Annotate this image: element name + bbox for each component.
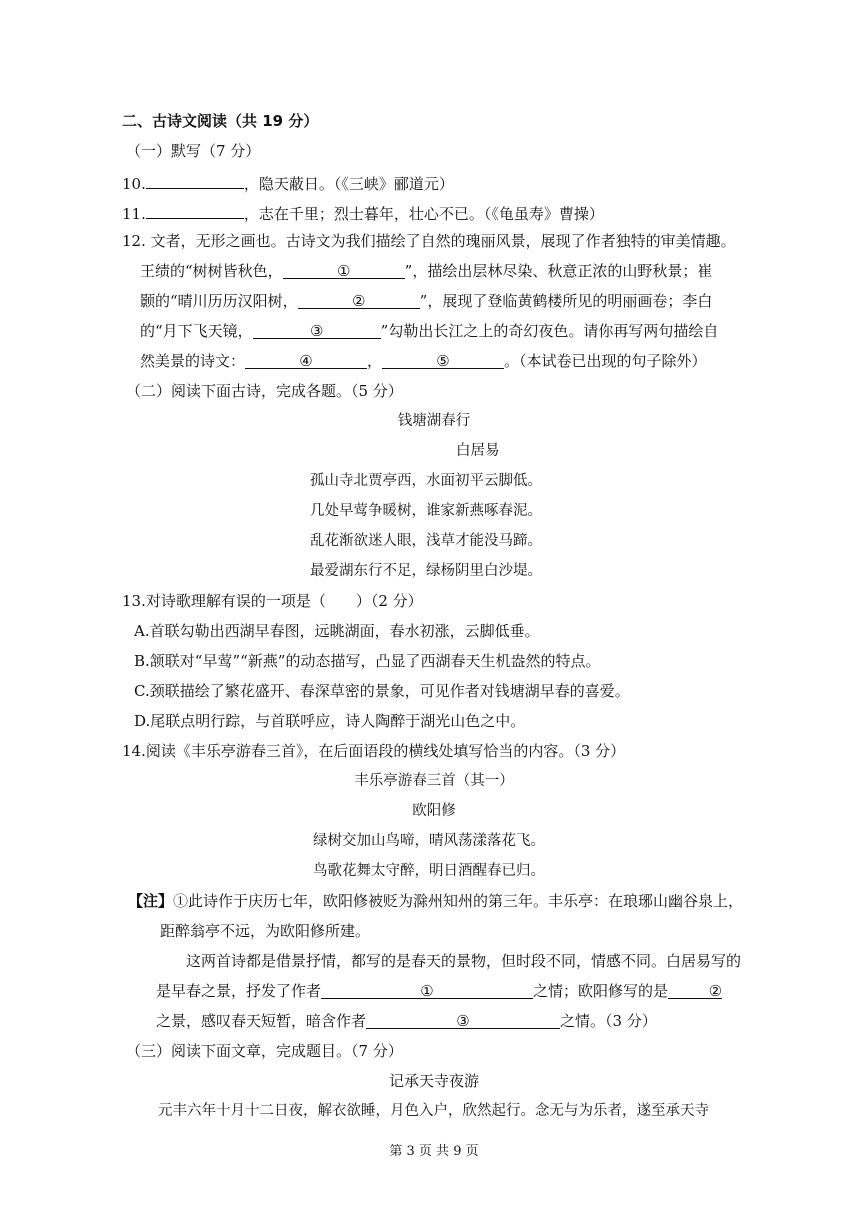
text-segment: ”勾勒出长江之上的奇幻夜色。请你再写两句描绘自 — [380, 322, 719, 340]
poem-title: 钱塘湖春行 — [397, 413, 471, 429]
poem2-author: 欧阳修 — [412, 803, 456, 819]
part1-heading: （一）默写（7 分） — [126, 142, 261, 160]
part3-heading: （三）阅读下面文章，完成题目。（7 分） — [126, 1042, 403, 1060]
text-segment: 是早春之景，抒发了作者 — [156, 982, 322, 1000]
poem-line: 最爱湖东行不足，绿杨阴里白沙堤。 — [310, 563, 542, 579]
question-10 — [122, 171, 454, 194]
text-segment: 之情；欧阳修写的是 — [533, 982, 669, 1000]
part2-heading: （二）阅读下面古诗，完成各题。（5 分） — [126, 382, 403, 400]
poem2-line: 绿树交加山鸟啼，晴风荡漾落花飞。 — [313, 833, 545, 849]
option-c[interactable]: C.颈联描绘了繁花盛开、春深草密的景象，可见作者对钱塘湖早春的喜爱。 — [134, 682, 630, 700]
answer-blank[interactable] — [146, 201, 244, 219]
text-segment: 的“月下飞天镜， — [140, 322, 253, 340]
note-line-1 — [128, 891, 743, 911]
answer-blank-5[interactable]: ⑤ — [382, 351, 504, 369]
answer-blank-2[interactable]: ② — [668, 981, 722, 999]
text-segment: 。（本试卷已出现的句子除外） — [504, 352, 707, 370]
poem-author: 白居易 — [456, 443, 500, 459]
question-12-line-5 — [140, 351, 707, 371]
answer-blank-3[interactable]: ③ — [366, 1011, 560, 1029]
answer-blank-4[interactable]: ④ — [245, 351, 367, 369]
text-segment: 王绩的“树树皆秋色， — [140, 262, 283, 280]
question-12-line-4 — [140, 321, 718, 341]
question-12-line-2 — [140, 261, 712, 281]
paragraph-line-1: 这两首诗都是借景抒情，都写的是春天的景物，但时段不同，情感不同。白居易写的 — [186, 952, 742, 970]
poem2-line: 鸟歌花舞太守醉，明日酒醒春已归。 — [313, 863, 545, 879]
question-number: 11. — [122, 205, 146, 223]
note-text: ①此诗作于庆历七年，欧阳修被贬为滁州知州的第三年。丰乐亭：在琅琊山幽谷泉上， — [173, 892, 744, 910]
poem-line: 乱花渐欲迷人眼，浅草才能没马蹄。 — [310, 533, 542, 549]
note-line-2: 距醉翁亭不远，为欧阳修所建。 — [160, 922, 371, 940]
answer-blank-2[interactable]: ② — [298, 291, 420, 309]
option-d[interactable]: D.尾联点明行踪，与首联呼应，诗人陶醉于湖光山色之中。 — [134, 712, 526, 730]
question-14: 14.阅读《丰乐亭游春三首》，在后面语段的横线处填写恰当的内容。（3 分） — [122, 742, 626, 760]
paragraph-line-2 — [156, 981, 722, 1001]
poem-line: 几处早莺争暖树，谁家新燕啄春泥。 — [310, 503, 542, 519]
text-segment: ”，描绘出层林尽染、秋意正浓的山野秋景；崔 — [404, 262, 713, 280]
question-12-line-3 — [140, 291, 712, 311]
essay-title: 记承天寺夜游 — [388, 1072, 479, 1090]
text-segment: 颢的“晴川历历汉阳树， — [140, 292, 298, 310]
page-footer: 第 3 页 共 9 页 — [389, 1144, 479, 1159]
text-segment: 之景，感叹春天短暂，暗含作者 — [156, 1012, 367, 1030]
text-segment: ”，展现了登临黄鹤楼所见的明丽画卷；李白 — [419, 292, 713, 310]
answer-blank-1[interactable]: ① — [283, 261, 405, 279]
question-13: 13.对诗歌理解有误的一项是（ ）（2 分） — [122, 592, 423, 610]
answer-blank[interactable] — [146, 171, 244, 189]
option-a[interactable]: A.首联勾勒出西湖早春图，远眺湖面，春水初涨，云脚低垂。 — [134, 622, 540, 640]
option-b[interactable]: B.颔联对“早莺”“新燕”的动态描写，凸显了西湖春天生机盎然的特点。 — [134, 652, 601, 670]
question-text: ，志在千里；烈士暮年，壮心不已。（《龟虽寿》曹操） — [243, 205, 604, 223]
answer-blank-3[interactable]: ③ — [253, 321, 381, 339]
text-segment: 然美景的诗文： — [140, 352, 246, 370]
note-label: 【注】 — [128, 892, 174, 910]
answer-blank-1[interactable]: ① — [321, 981, 533, 999]
question-11 — [122, 201, 604, 224]
text-segment: ， — [367, 352, 383, 370]
poem-line: 孤山寺北贾亭西，水面初平云脚低。 — [310, 473, 542, 489]
question-number: 10. — [122, 175, 146, 193]
paragraph-line-3 — [156, 1011, 657, 1031]
section-title: 二、古诗文阅读（共 19 分） — [122, 112, 319, 130]
poem2-title: 丰乐亭游春三首（其一） — [354, 773, 514, 789]
question-text: ，隐天蔽日。（《三峡》郦道元） — [243, 175, 454, 193]
text-segment: 之情。（3 分） — [560, 1012, 657, 1030]
question-12-line-1: 12. 文者，无形之画也。古诗文为我们描绘了自然的瑰丽风景，展现了作者独特的审美情趣。 — [122, 232, 736, 250]
essay-line-1: 元丰六年十月十二日夜，解衣欲睡，月色入户，欣然起行。念无与为乐者，遂至承天寺 — [158, 1103, 709, 1119]
